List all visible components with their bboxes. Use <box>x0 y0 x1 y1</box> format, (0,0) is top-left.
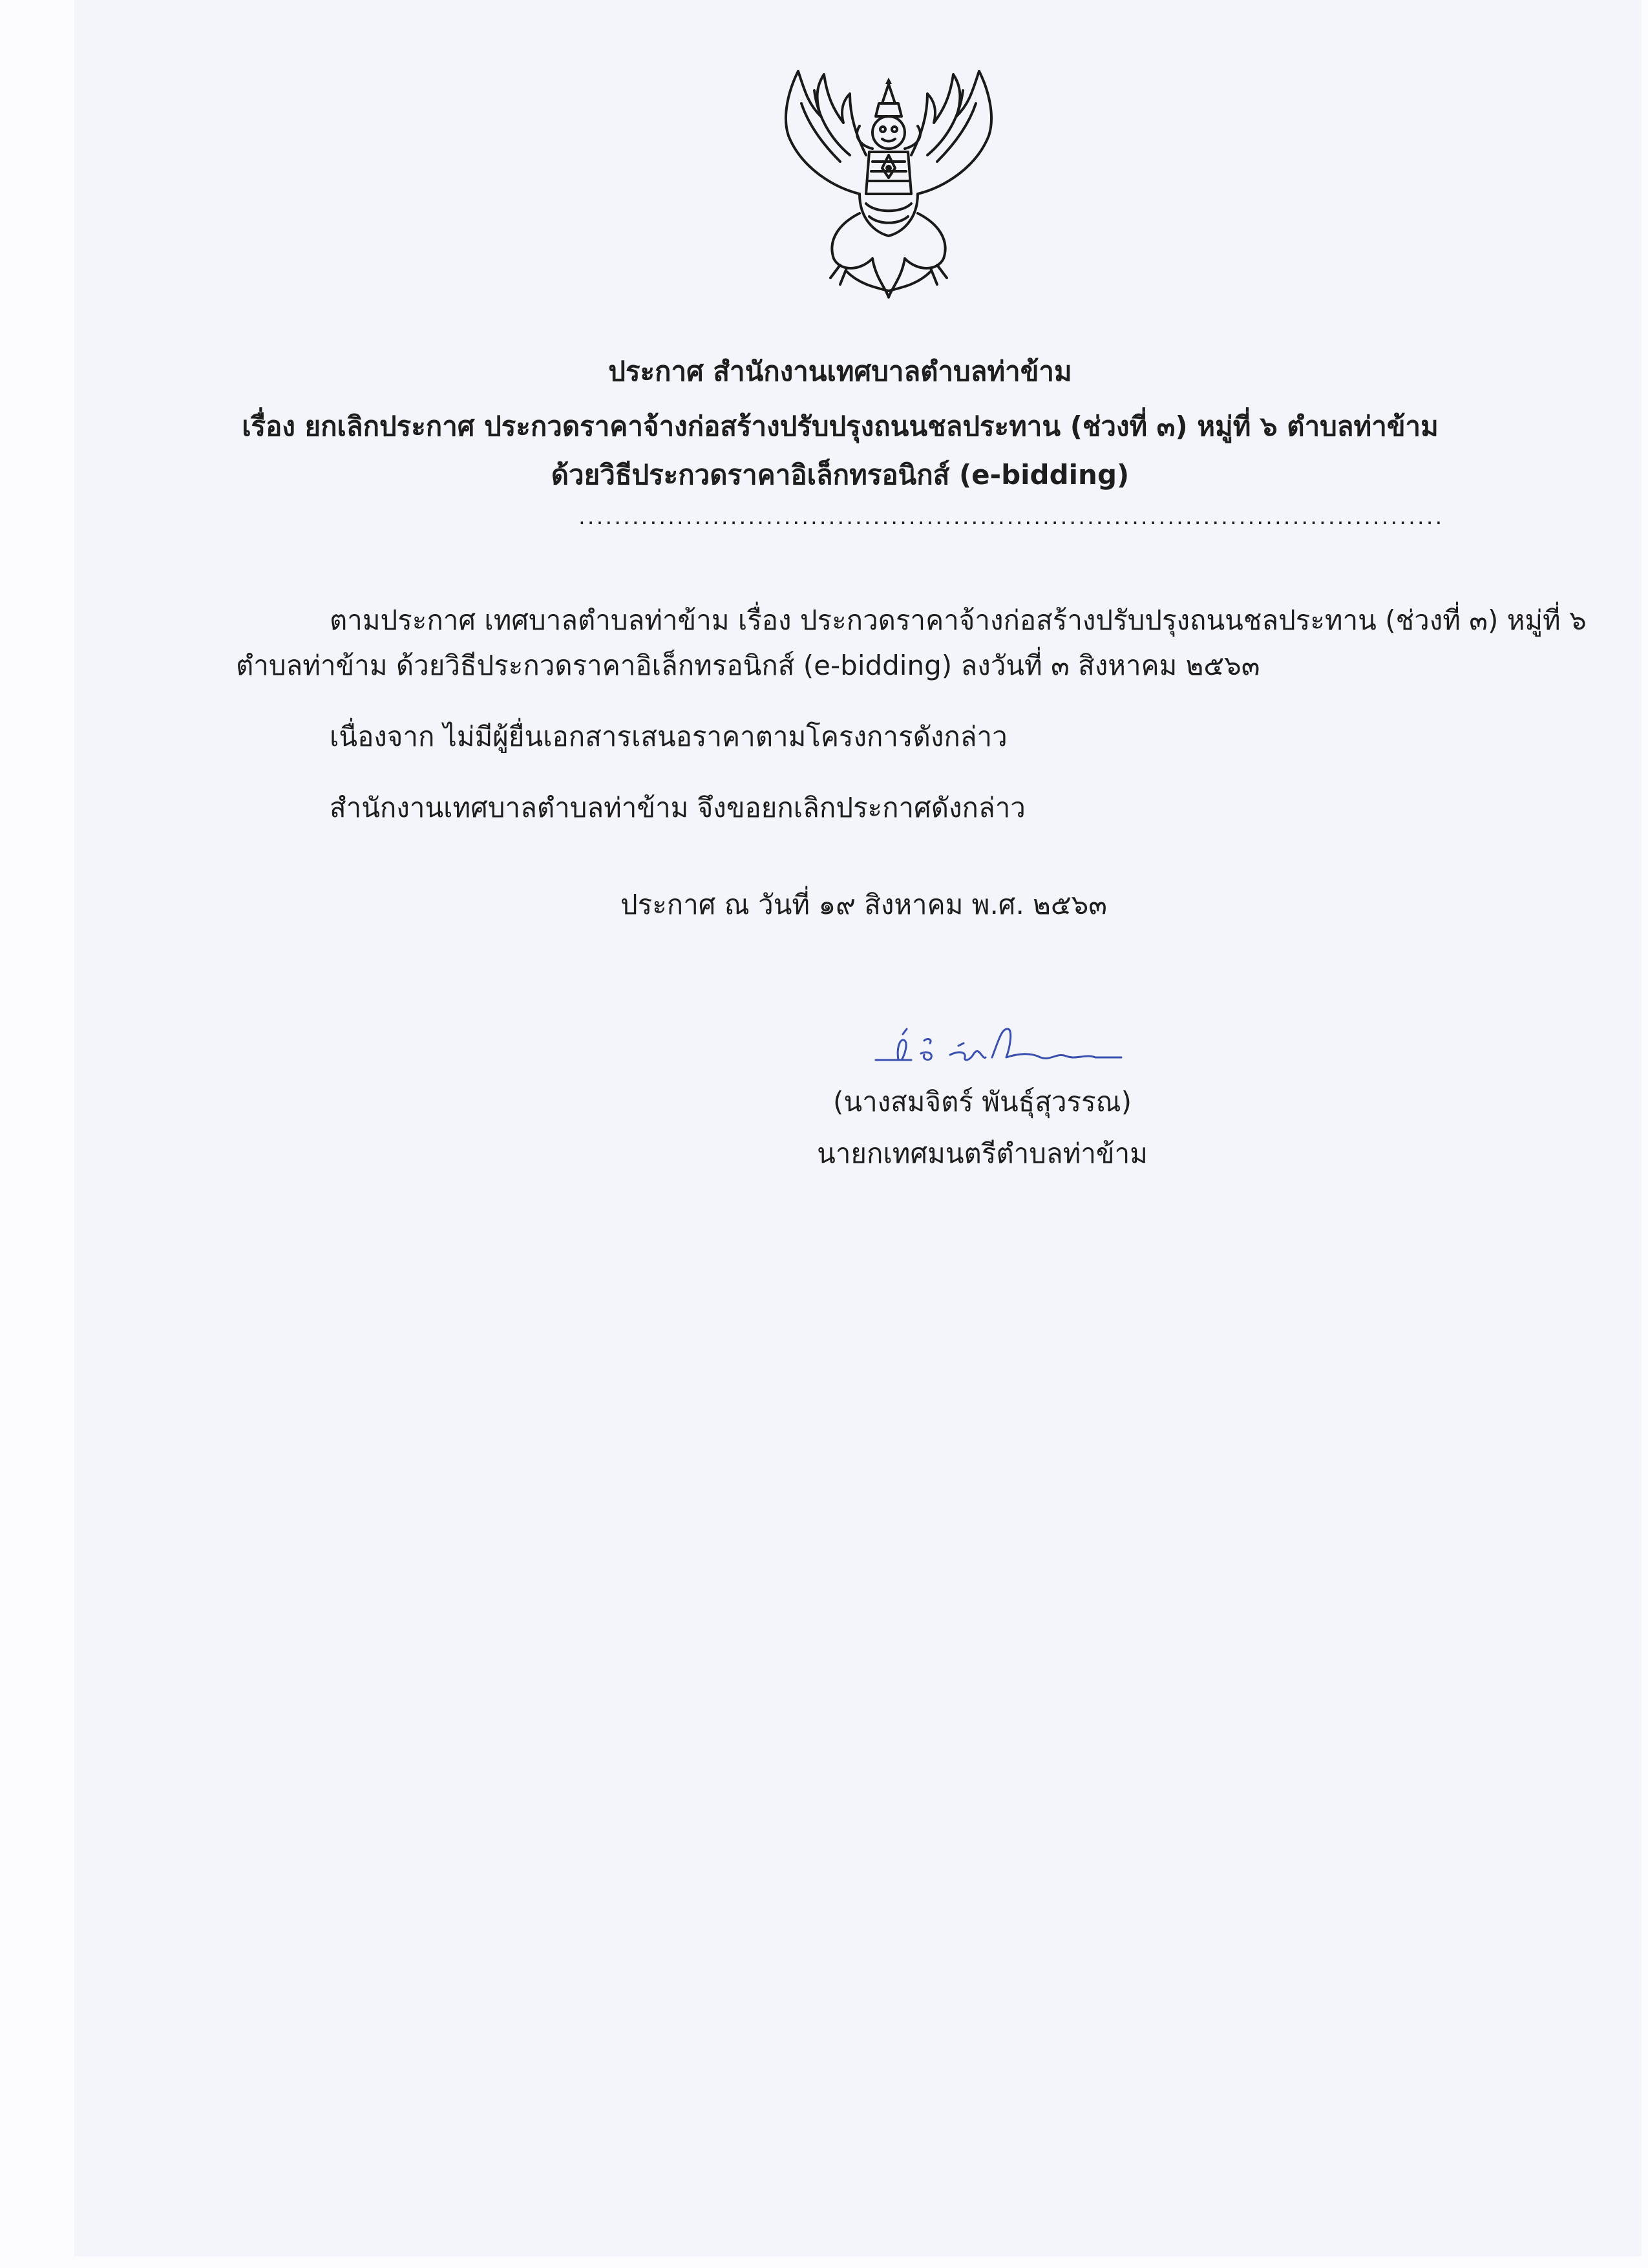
body-paragraph-3: สำนักงานเทศบาลตำบลท่าข้าม จึงขอยกเลิกประกาศดังกล่าว <box>330 792 1026 823</box>
scan-margin-right <box>1642 0 1648 2268</box>
signer-position: นายกเทศมนตรีตำบลท่าข้าม <box>817 1138 1148 1169</box>
announcement-date: ประกาศ ณ วันที่ ๑๙ สิงหาคม พ.ศ. ๒๕๖๓ <box>620 889 1108 920</box>
announcement-method: ด้วยวิธีประกวดราคาอิเล็กทรอนิกส์ (e-bidding) <box>551 459 1130 491</box>
body-paragraph-1-line-1: ตามประกาศ เทศบาลตำบลท่าข้าม เรื่อง ประกวดราคาจ้างก่อสร้างปรับปรุงถนนชลประทาน (ช่วงที่ ๓) หมู่ที่ ๖ <box>330 604 1587 636</box>
scan-margin-bottom <box>0 2256 1648 2268</box>
handwritten-signature <box>863 1015 1147 1086</box>
body-paragraph-1-line-2: ตำบลท่าข้าม ด้วยวิธีประกวดราคาอิเล็กทรอนิกส์ (e-bidding) ลงวันที่ ๓ สิงหาคม ๒๕๖๓ <box>236 650 1260 681</box>
signer-name: (นางสมจิตร์ พันธุ์สุวรรณ) <box>832 1086 1132 1118</box>
garuda-emblem-icon <box>763 65 1015 310</box>
announcement-title: ประกาศ สำนักงานเทศบาลตำบลท่าข้าม <box>608 355 1072 387</box>
scan-margin-left <box>0 0 74 2268</box>
body-paragraph-2: เนื่องจาก ไม่มีผู้ยื่นเอกสารเสนอราคาตามโครงการดังกล่าว <box>330 721 1008 752</box>
dotted-separator: ................................................................................................. <box>578 504 1444 530</box>
announcement-subject: เรื่อง ยกเลิกประกาศ ประกวดราคาจ้างก่อสร้างปรับปรุงถนนชลประทาน (ช่วงที่ ๓) หมู่ที่ ๖ ตำบลท่าข้าม <box>242 410 1439 442</box>
